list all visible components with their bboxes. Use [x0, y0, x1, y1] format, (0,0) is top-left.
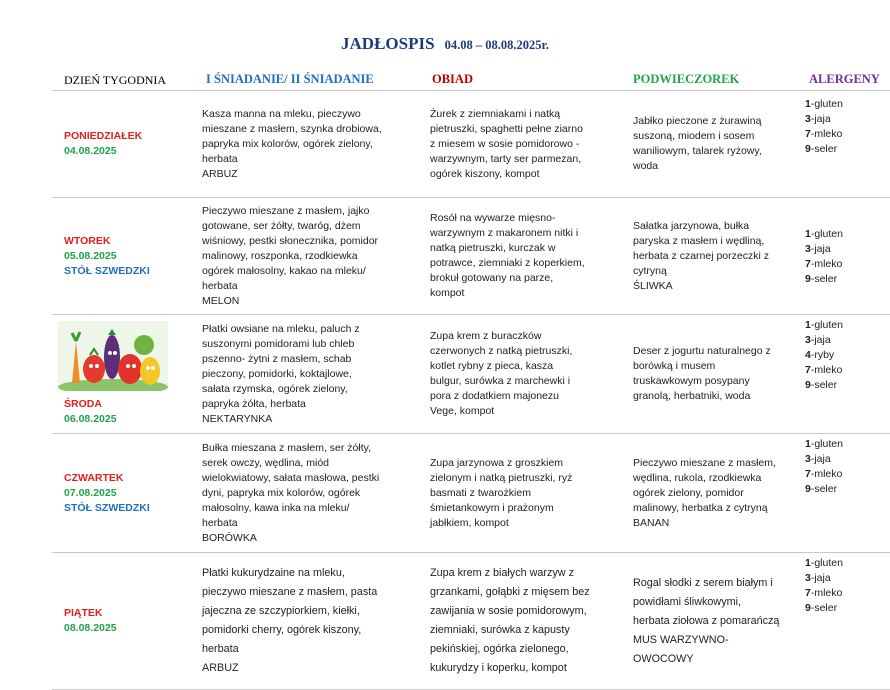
day-name: WTOREK — [64, 234, 111, 247]
allergen-item — [805, 467, 886, 482]
allergen-code: 3 — [805, 453, 811, 465]
lunch-cell — [420, 91, 621, 198]
lunch-cell-line: basmati z twarożkiem — [430, 486, 531, 499]
allergen-item — [805, 601, 886, 616]
lunch-cell-line: kompot — [430, 287, 465, 299]
header-lunch: OBIAD — [420, 54, 621, 91]
lunch-cell-line: natką pietruszki, kurczak w — [430, 242, 556, 254]
lunch-cell-line: ziemniaki, surówka z kapusty — [430, 624, 570, 636]
day-name: CZWARTEK — [64, 471, 124, 484]
allergens-cell — [797, 91, 890, 198]
allergen-code: 7 — [805, 587, 811, 599]
allergen-code: 9 — [805, 602, 811, 614]
breakfast-cell-line: BORÓWKA — [202, 531, 257, 544]
allergen-item — [805, 586, 886, 601]
breakfast-cell-line: papryka mix kolorów, ogórek zielony, — [202, 137, 373, 150]
breakfast-cell-line: ogórek małosolny, kakao na mleku/ — [202, 264, 366, 277]
allergens-cell — [797, 434, 890, 553]
breakfast-cell-line: Kasza manna na mleku, pieczywo — [202, 107, 361, 120]
allergen-code: 4 — [805, 349, 811, 361]
allergen-code: 7 — [805, 364, 811, 376]
day-cell — [52, 198, 190, 315]
allergen-code: 9 — [805, 143, 811, 155]
menu-table — [52, 54, 890, 690]
lunch-cell-line: kukurydzy i koperku, kompot — [430, 662, 567, 674]
allergen-item — [805, 97, 886, 112]
breakfast-cell-line: Bułka mieszana z masłem, ser żółty, — [202, 441, 372, 454]
allergen-label: -jaja — [810, 243, 831, 255]
allergen-label: -mleko — [810, 468, 843, 480]
allergen-code: 1 — [805, 438, 811, 450]
header-day: DZIEŃ TYGODNIA — [52, 54, 190, 91]
breakfast-cell-line: MELON — [202, 294, 240, 307]
day-date: 08.08.2025 — [64, 622, 117, 634]
breakfast-cell-line: pieczony, pomidorki, koktajlowe, — [202, 367, 352, 380]
header-row — [52, 54, 890, 91]
snack-cell-line: herbata z czarnej porzeczki z — [633, 249, 769, 262]
breakfast-cell — [190, 553, 420, 690]
lunch-cell-line: Zupa jarzynowa z groszkiem — [430, 456, 564, 469]
allergen-label: -jaja — [810, 113, 831, 125]
lunch-cell-line: Zupa krem z buraczków — [430, 330, 542, 342]
lunch-cell — [420, 198, 621, 315]
allergen-code: 9 — [805, 483, 811, 495]
menu-row — [52, 434, 890, 553]
allergen-label: -jaja — [810, 572, 831, 584]
allergen-label: -mleko — [810, 587, 843, 599]
lunch-cell — [420, 553, 621, 690]
allergen-code: 7 — [805, 468, 811, 480]
lunch-cell-line: Zupa krem z białych warzyw z — [430, 567, 574, 579]
breakfast-cell — [190, 198, 420, 315]
day-name: PONIEDZIAŁEK — [64, 130, 143, 142]
lunch-cell-line: jabłkiem, kompot — [430, 516, 509, 529]
lunch-cell-line: z miesem w sosie pomidorowo - — [430, 137, 580, 150]
header-snack: PODWIECZOREK — [621, 54, 797, 91]
allergen-label: -gluten — [810, 557, 843, 569]
lunch-cell-line: pekińskiej, ogórka zielonego, — [430, 643, 569, 655]
allergen-code: 3 — [805, 243, 811, 255]
day-cell — [52, 434, 190, 553]
allergen-label: -jaja — [810, 453, 831, 465]
allergen-item — [805, 318, 886, 333]
allergen-code: 3 — [805, 334, 811, 346]
snack-cell-line: malinowy, herbatka z cytryną — [633, 501, 768, 514]
menu-row — [52, 198, 890, 315]
allergens-cell — [797, 315, 890, 434]
allergen-label: -gluten — [810, 319, 843, 331]
lunch-cell-line: śmietankowym i prażonym — [430, 501, 554, 514]
breakfast-cell-line: ARBUZ — [202, 167, 238, 180]
snack-cell-line: ŚLIWKA — [633, 279, 673, 292]
allergen-item — [805, 112, 886, 127]
lunch-cell-line: kotlet rybny z pieca, kasza — [430, 360, 554, 372]
snack-cell-line: OWOCOWY — [633, 652, 694, 665]
breakfast-cell-line: Pieczywo mieszane z masłem, jajko — [202, 204, 370, 217]
allergen-item — [805, 437, 886, 452]
lunch-cell-line: ogórek kiszony, kompot — [430, 167, 540, 180]
allergen-label: -seler — [810, 483, 838, 495]
allergen-item — [805, 378, 886, 393]
allergen-code: 1 — [805, 228, 811, 240]
header-breakfast: I ŚNIADANIE/ II ŚNIADANIE — [190, 54, 420, 91]
allergen-item — [805, 333, 886, 348]
allergen-item — [805, 571, 886, 586]
lunch-cell-line: potrawce, ziemniaki z koperkiem, — [430, 257, 585, 269]
snack-cell-line: Deser z jogurtu naturalnego z — [633, 345, 771, 357]
allergen-item — [805, 272, 886, 287]
day-cell — [52, 553, 190, 690]
lunch-cell — [420, 434, 621, 553]
allergen-item — [805, 482, 886, 497]
snack-cell-line: Sałatka jarzynowa, bułka — [633, 219, 750, 232]
allergens-cell — [797, 553, 890, 690]
breakfast-cell-line: małosolny, kawa inka na mleku/ — [202, 501, 350, 514]
lunch-cell-line: warzywnym, tarty ser parmezan, — [430, 152, 582, 165]
breakfast-cell-line: jajeczna ze szczypiorkiem, kiełki, — [202, 605, 360, 617]
snack-cell-line: Rogal słodki z serem białym i — [633, 576, 773, 589]
allergen-code: 3 — [805, 113, 811, 125]
day-date: 04.08.2025 — [64, 145, 117, 157]
breakfast-cell-line: pomidorki cherry, ogórek kiszony, — [202, 624, 362, 636]
lunch-cell-line: bulgur, surówka z marchewki i — [430, 375, 571, 387]
breakfast-cell-line: wiśniowy, pestki słonecznika, pomidor — [202, 234, 379, 247]
allergen-label: -mleko — [810, 128, 843, 140]
snack-cell-line: truskawkowym posypany — [633, 375, 750, 387]
snack-cell-line: granolą, herbatniki, woda — [633, 390, 751, 402]
allergen-item — [805, 452, 886, 467]
allergens-cell — [797, 198, 890, 315]
allergen-item — [805, 142, 886, 157]
snack-cell-line: borówką i musem — [633, 360, 716, 372]
day-cell — [52, 91, 190, 198]
breakfast-cell-line: serek owczy, wędlina, miód — [202, 456, 330, 469]
allergen-label: -jaja — [810, 334, 831, 346]
snack-cell-line: paryska z masłem i wędliną, — [633, 234, 765, 247]
allergen-label: -seler — [810, 379, 838, 391]
lunch-cell-line: pietruszki, spaghetti pełne ziarno — [430, 122, 583, 135]
breakfast-cell-line: dyni, papryka mix kolorów, ogórek — [202, 486, 361, 499]
lunch-cell-line: Vege, kompot — [430, 405, 495, 417]
allergen-code: 1 — [805, 557, 811, 569]
lunch-cell-line: czerwonych z natką pietruszki, — [430, 345, 573, 357]
snack-cell-line: cytryną — [633, 264, 667, 277]
allergen-label: -mleko — [810, 364, 843, 376]
lunch-cell-line: zawijania w sosie pomidorowym, — [430, 605, 587, 617]
header-allergens: ALERGENY — [797, 54, 890, 91]
snack-cell — [621, 553, 797, 690]
menu-row — [52, 91, 890, 198]
snack-cell-line: BANAN — [633, 516, 670, 529]
breakfast-cell-line: mieszane z masłem, szynka drobiowa, — [202, 122, 382, 135]
allergen-code: 9 — [805, 379, 811, 391]
menu-title-text: JADŁOSPIS — [341, 34, 435, 53]
breakfast-cell-line: pszenno- żytni z masłem, schab — [202, 352, 352, 365]
breakfast-cell-line: malinowy, roszponka, rzodkiewka — [202, 249, 358, 262]
allergen-item — [805, 242, 886, 257]
breakfast-cell-line: herbata — [202, 279, 238, 292]
snack-cell-line: ogórek zielony, pomidor — [633, 486, 744, 499]
snack-cell — [621, 315, 797, 434]
snack-cell-line: Jabłko pieczone z żurawiną — [633, 115, 762, 127]
allergen-code: 1 — [805, 98, 811, 110]
menu-row — [52, 553, 890, 690]
allergen-label: -ryby — [810, 349, 835, 361]
menu-row — [52, 315, 890, 434]
lunch-cell-line: grzankami, gołąbki z mięsem bez — [430, 586, 590, 598]
breakfast-cell-line: herbata — [202, 643, 239, 655]
day-note: STÓŁ SZWEDZKI — [64, 501, 150, 514]
day-cell — [52, 315, 190, 434]
lunch-cell-line: warzywnym z makaronem nitki i — [430, 227, 579, 239]
lunch-cell-line: Żurek z ziemniakami i natką — [430, 107, 561, 120]
allergen-code: 7 — [805, 258, 811, 270]
breakfast-cell-line: papryka żółta, herbata — [202, 397, 306, 410]
breakfast-cell — [190, 315, 420, 434]
day-name: ŚRODA — [64, 398, 102, 410]
breakfast-cell — [190, 91, 420, 198]
snack-cell-line: waniliowym, talarek ryżowy, — [633, 145, 762, 157]
snack-cell — [621, 198, 797, 315]
lunch-cell-line: zielonym i natką pietruszki, ryż — [430, 471, 573, 484]
lunch-cell-line: brokuł gotowany na parze, — [430, 272, 554, 284]
breakfast-cell-line: Płatki owsiane na mleku, paluch z — [202, 322, 360, 335]
day-date: 07.08.2025 — [64, 486, 117, 499]
snack-cell-line: woda — [633, 160, 659, 172]
snack-cell-line: herbata ziołowa z pomarańczą — [633, 614, 780, 627]
breakfast-cell-line: suszonymi pomidorami lub chleb — [202, 337, 355, 350]
snack-cell-line: suszoną, miodem i sosem — [633, 130, 755, 142]
snack-cell — [621, 434, 797, 553]
lunch-cell — [420, 315, 621, 434]
breakfast-cell-line: herbata — [202, 516, 238, 529]
breakfast-cell-line: herbata — [202, 152, 238, 165]
breakfast-cell-line: ARBUZ — [202, 662, 239, 674]
day-date: 06.08.2025 — [64, 413, 117, 425]
menu-date-range: 04.08 – 08.08.2025r. — [444, 38, 549, 52]
breakfast-cell-line: NEKTARYNKA — [202, 412, 273, 425]
day-date: 05.08.2025 — [64, 249, 117, 262]
breakfast-cell-line: Płatki kukurydzaine na mleku, — [202, 567, 345, 579]
day-note: STÓŁ SZWEDZKI — [64, 264, 150, 277]
snack-cell-line: MUS WARZYWNO- — [633, 633, 729, 646]
allergen-item — [805, 127, 886, 142]
breakfast-cell-line: wielokwiatowy, sałata masłowa, pestki — [202, 471, 380, 484]
breakfast-cell-line: sałata rzymska, ogórek zielony, — [202, 382, 348, 395]
breakfast-cell-line: gotowane, ser żółty, twaróg, dżem — [202, 219, 361, 232]
allergen-item — [805, 348, 886, 363]
snack-cell — [621, 91, 797, 198]
allergen-item — [805, 363, 886, 378]
allergen-item — [805, 257, 886, 272]
allergen-label: -seler — [810, 143, 838, 155]
allergen-label: -gluten — [810, 228, 843, 240]
allergen-label: -gluten — [810, 438, 843, 450]
menu-title — [0, 34, 890, 54]
allergen-item — [805, 556, 886, 571]
allergen-code: 9 — [805, 273, 811, 285]
allergen-code: 1 — [805, 319, 811, 331]
allergen-label: -seler — [810, 273, 838, 285]
snack-cell-line: wędlina, rukola, rzodkiewka — [633, 471, 762, 484]
lunch-cell-line: pora z dodatkiem majonezu — [430, 390, 559, 402]
lunch-cell-line: Rosół na wywarze mięsno- — [430, 212, 556, 224]
allergen-code: 3 — [805, 572, 811, 584]
allergen-label: -mleko — [810, 258, 843, 270]
breakfast-cell-line: pieczywo mieszane z masłem, pasta — [202, 586, 378, 598]
allergen-code: 7 — [805, 128, 811, 140]
breakfast-cell — [190, 434, 420, 553]
snack-cell-line: Pieczywo mieszane z masłem, — [633, 456, 776, 469]
allergen-label: -seler — [810, 602, 838, 614]
vegetables-illustration-icon — [58, 321, 168, 391]
day-name: PIĄTEK — [64, 607, 103, 619]
snack-cell-line: powidłami śliwkowymi, — [633, 595, 741, 608]
allergen-item — [805, 227, 886, 242]
allergen-label: -gluten — [810, 98, 843, 110]
